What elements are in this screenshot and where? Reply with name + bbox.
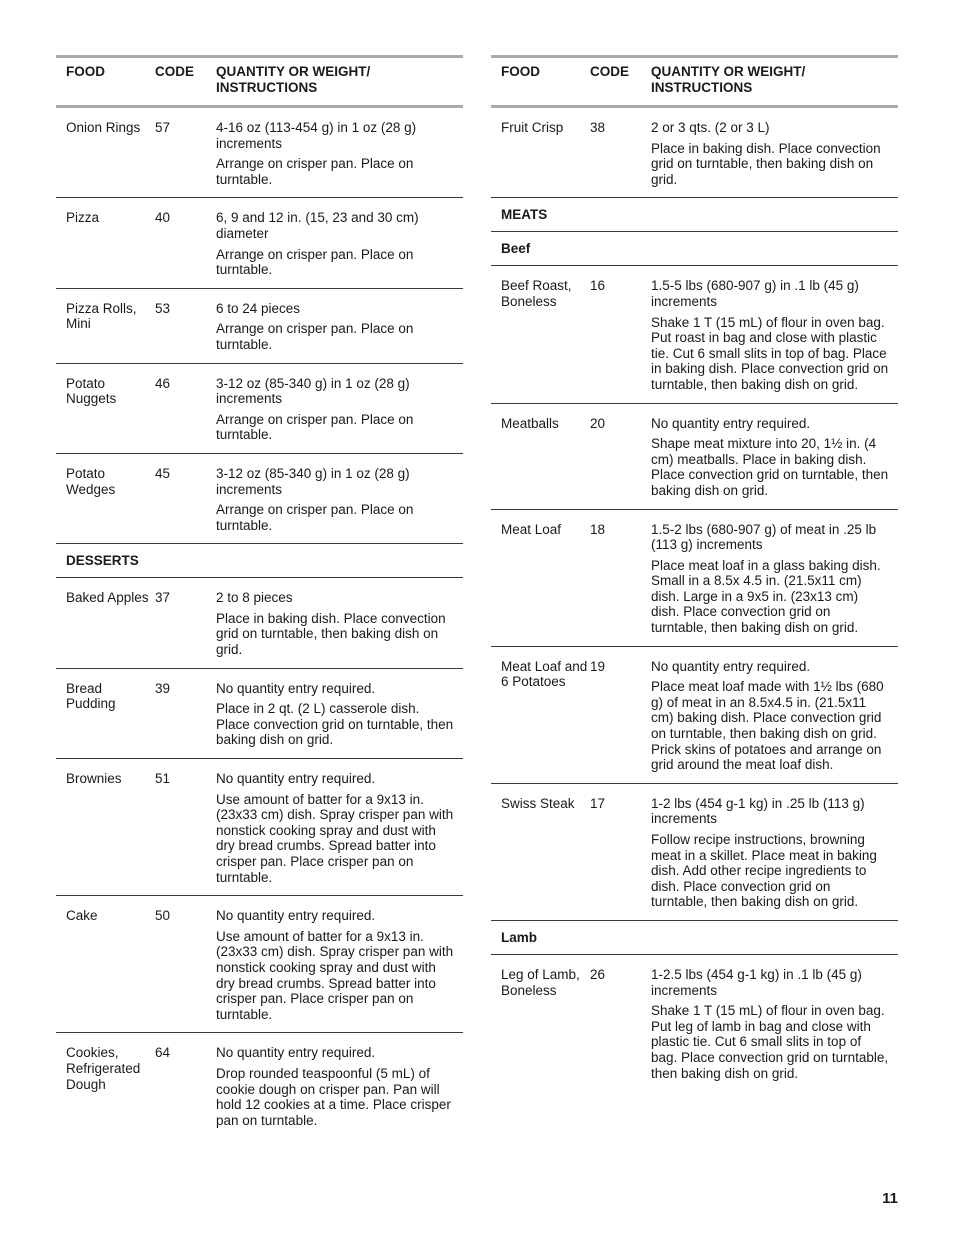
table-row bbox=[56, 454, 463, 544]
instructions bbox=[216, 908, 463, 1022]
instructions bbox=[651, 416, 898, 499]
instructions bbox=[216, 1045, 463, 1128]
food-code: 40 bbox=[155, 210, 171, 226]
instruction-line: No quantity entry required. bbox=[216, 771, 376, 787]
instruction-line: Place meat loaf made with 1½ lbs (680 g) of meat in an 8.5x4.5 in. (21.5x11 cm) baking dish. Place convection grid on turntable, then baking dish on grid. Prick skins of potatoes and arrange on grid around the meat loaf dish. bbox=[651, 679, 884, 773]
food-code: 57 bbox=[155, 120, 171, 135]
food-name: Potato Wedges bbox=[66, 465, 116, 497]
table-row bbox=[491, 647, 898, 784]
table-header bbox=[491, 55, 898, 108]
food-code: 50 bbox=[155, 908, 171, 924]
food-code: 37 bbox=[155, 590, 171, 606]
page-number: 11 bbox=[882, 1190, 898, 1207]
instruction-line: Arrange on crisper pan. Place on turntable. bbox=[216, 246, 414, 278]
food-name: Meat Loaf bbox=[501, 521, 562, 537]
instruction-line: Drop rounded teaspoonful (5 mL) of cookie dough on crisper pan. Pan will hold 12 cookies at a time. Place crisper pan on turntable. bbox=[216, 1065, 451, 1128]
section-heading: Beef bbox=[491, 232, 898, 266]
table-row bbox=[491, 266, 898, 403]
section-heading: MEATS bbox=[491, 198, 898, 232]
instruction-line: 2 to 8 pieces bbox=[216, 590, 293, 606]
section-heading: DESSERTS bbox=[56, 544, 463, 578]
food-name: Meat Loaf and 6 Potatoes bbox=[501, 658, 588, 690]
food-name: Baked Apples bbox=[66, 590, 149, 606]
instructions bbox=[216, 376, 463, 443]
instructions bbox=[651, 796, 898, 910]
food-name: Pizza bbox=[66, 210, 100, 226]
table-row bbox=[491, 784, 898, 921]
food-code: 18 bbox=[590, 521, 606, 537]
left-table bbox=[56, 55, 463, 1138]
table-header bbox=[56, 55, 463, 108]
table-row bbox=[56, 108, 463, 198]
food-code: 51 bbox=[155, 771, 171, 787]
instructions bbox=[216, 681, 463, 748]
instruction-line: 1.5-2 lbs (680-907 g) of meat in .25 lb (113 g) increments bbox=[651, 521, 877, 553]
instruction-line: 6, 9 and 12 in. (15, 23 and 30 cm) diameter bbox=[216, 210, 419, 241]
instruction-line: 2 or 3 qts. (2 or 3 L) bbox=[651, 120, 770, 135]
food-name: Pizza Rolls, Mini bbox=[66, 300, 137, 332]
right-rows bbox=[491, 108, 898, 1091]
table-row bbox=[56, 289, 463, 364]
instruction-line: Place in baking dish. Place convection grid on turntable, then baking dish on grid. bbox=[651, 140, 881, 187]
food-name: Cookies, Refrigerated Dough bbox=[66, 1045, 141, 1092]
instruction-line: Arrange on crisper pan. Place on turntable. bbox=[216, 411, 414, 443]
left-rows bbox=[56, 108, 463, 1138]
food-name: Potato Nuggets bbox=[66, 375, 117, 407]
header-quantity: QUANTITY OR WEIGHT/ INSTRUCTIONS bbox=[651, 64, 806, 95]
instructions bbox=[651, 659, 898, 773]
food-code: 45 bbox=[155, 465, 171, 481]
header-quantity: QUANTITY OR WEIGHT/ INSTRUCTIONS bbox=[216, 64, 371, 95]
food-code: 17 bbox=[590, 795, 606, 811]
instruction-line: No quantity entry required. bbox=[216, 908, 376, 924]
instruction-line: 4-16 oz (113-454 g) in 1 oz (28 g) increments bbox=[216, 120, 417, 151]
instructions bbox=[216, 590, 463, 657]
food-code: 38 bbox=[590, 120, 606, 135]
food-name: Meatballs bbox=[501, 415, 559, 431]
instruction-line: Shake 1 T (15 mL) of flour in oven bag. Put leg of lamb in bag and close with plastic tie. Cut 6 small slits in top of bag. Place convection grid on turntable, then baking dish on grid. bbox=[651, 1003, 889, 1081]
instruction-line: 6 to 24 pieces bbox=[216, 300, 301, 316]
instruction-line: 1-2.5 lbs (454 g-1 kg) in .1 lb (45 g) increments bbox=[651, 966, 862, 998]
food-code: 64 bbox=[155, 1045, 171, 1061]
instruction-line: 3-12 oz (85-340 g) in 1 oz (28 g) increments bbox=[216, 465, 410, 497]
instruction-line: Use amount of batter for a 9x13 in. (23x33 cm) dish. Spray crisper pan with nonstick cooking spray and dust with dry bread crumbs. Spread batter into crisper pan. Place crisper pan on turntable. bbox=[216, 928, 454, 1022]
instruction-line: Arrange on crisper pan. Place on turntable. bbox=[216, 156, 414, 187]
instructions bbox=[651, 278, 898, 392]
instruction-line: 3-12 oz (85-340 g) in 1 oz (28 g) increments bbox=[216, 375, 410, 407]
food-name: Bread Pudding bbox=[66, 680, 116, 712]
instruction-line: Place in baking dish. Place convection grid on turntable, then baking dish on grid. bbox=[216, 610, 446, 658]
table-row bbox=[56, 578, 463, 668]
table-row bbox=[491, 108, 898, 198]
header-code: CODE bbox=[590, 64, 630, 79]
instructions bbox=[651, 120, 898, 187]
table-row bbox=[56, 1033, 463, 1138]
food-name: Leg of Lamb, Boneless bbox=[501, 966, 580, 998]
table-row bbox=[56, 669, 463, 759]
table-row bbox=[491, 510, 898, 647]
food-code: 20 bbox=[590, 415, 606, 431]
table-row bbox=[491, 404, 898, 510]
table-row bbox=[491, 955, 898, 1091]
table-row bbox=[56, 364, 463, 454]
table-row bbox=[56, 759, 463, 896]
instruction-line: Shape meat mixture into 20, 1½ in. (4 cm) meatballs. Place in baking dish. Place convection grid on turntable, then baking dish on grid. bbox=[651, 436, 889, 498]
header-code: CODE bbox=[155, 64, 195, 79]
instruction-line: 1.5-5 lbs (680-907 g) in .1 lb (45 g) increments bbox=[651, 278, 859, 309]
instruction-line: No quantity entry required. bbox=[651, 658, 811, 674]
food-name: Brownies bbox=[66, 771, 122, 787]
instructions bbox=[216, 771, 463, 885]
food-code: 53 bbox=[155, 300, 171, 316]
table-row bbox=[56, 896, 463, 1033]
food-name: Cake bbox=[66, 908, 98, 924]
food-name: Fruit Crisp bbox=[501, 120, 564, 135]
instruction-line: Shake 1 T (15 mL) of flour in oven bag. Put roast in bag and close with plastic tie. Cut 6 small slits in top of bag. Place in baking dish. Place convection grid on turntable, then baking dish on grid. bbox=[651, 314, 889, 392]
instruction-line: No quantity entry required. bbox=[216, 680, 376, 696]
instructions bbox=[651, 522, 898, 636]
instruction-line: Arrange on crisper pan. Place on turntable. bbox=[216, 502, 414, 533]
food-code: 19 bbox=[590, 658, 606, 674]
instructions bbox=[216, 466, 463, 533]
food-name: Swiss Steak bbox=[501, 795, 575, 811]
instruction-line: Place in 2 qt. (2 L) casserole dish. Place convection grid on turntable, then baking dish on grid. bbox=[216, 701, 454, 748]
instruction-line: 1-2 lbs (454 g-1 kg) in .25 lb (113 g) increments bbox=[651, 795, 865, 827]
food-name: Beef Roast, Boneless bbox=[501, 278, 572, 309]
table-row bbox=[56, 198, 463, 288]
instruction-line: No quantity entry required. bbox=[651, 415, 811, 431]
food-code: 26 bbox=[590, 966, 606, 982]
instruction-line: Follow recipe instructions, browning meat in a skillet. Place meat in baking dish. Add other recipe ingredients to dish. Place convection grid on turntable, then baking dish on grid. bbox=[651, 832, 877, 910]
instruction-line: Place meat loaf in a glass baking dish. Small in a 8.5x 4.5 in. (21.5x11 cm) dish. Large in a 9x5 in. (23x13 cm) dish. Place convection grid on turntable, then baking dish on grid. bbox=[651, 557, 881, 636]
food-name: Onion Rings bbox=[66, 120, 141, 135]
header-food: FOOD bbox=[501, 64, 540, 79]
instructions bbox=[216, 301, 463, 353]
section-heading: Lamb bbox=[491, 921, 898, 955]
instructions bbox=[651, 967, 898, 1081]
instructions bbox=[216, 120, 463, 187]
instruction-line: No quantity entry required. bbox=[216, 1045, 376, 1061]
instruction-line: Use amount of batter for a 9x13 in. (23x33 cm) dish. Spray crisper pan with nonstick cooking spray and dust with dry bread crumbs. Spread batter into crisper pan. Place crisper pan on turntable. bbox=[216, 791, 454, 885]
food-code: 39 bbox=[155, 680, 171, 696]
right-table bbox=[491, 55, 898, 1091]
instruction-line: Arrange on crisper pan. Place on turntable. bbox=[216, 321, 414, 352]
instructions bbox=[216, 210, 463, 277]
food-code: 16 bbox=[590, 278, 606, 294]
header-food: FOOD bbox=[66, 64, 105, 79]
food-code: 46 bbox=[155, 375, 171, 391]
